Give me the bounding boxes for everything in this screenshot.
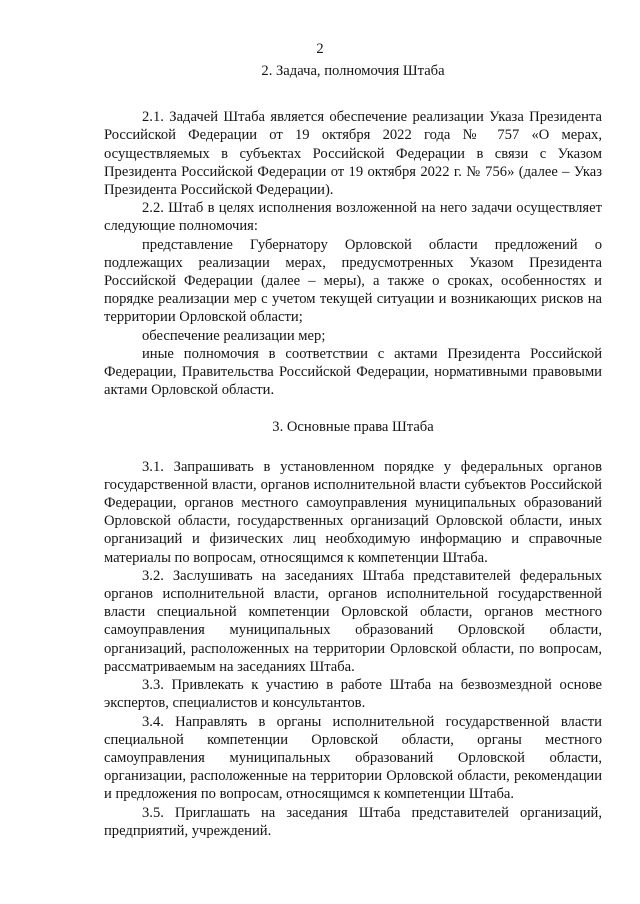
powers-item-2: обеспечение реализации мер; <box>142 327 326 344</box>
paragraph-3-3: 3.3. Привлекать к участию в работе Штаба на безвозмездной основе экспертов, специалистов и консультантов. <box>104 677 602 712</box>
paragraph-3-5: 3.5. Приглашать на заседания Штаба представителей организаций, предприятий, учреждений. <box>104 804 602 839</box>
paragraph-2-1: 2.1. Задачей Штаба является обеспечение реализации Указа Президента Российской Федерации от 19 октября 2022 года № 757 «О мерах, осуществляемых в субъектах Российской Федерации в связи с Указом Президента Российской Федерации от 19 октября 2022 г. № 756» (далее – Указ Президента Российской Федерации). <box>104 109 602 199</box>
spacer <box>104 437 602 458</box>
spacer <box>104 399 602 418</box>
paragraph-2-2: 2.2. Штаб в целях исполнения возложенной на него задачи осуществляет следующие полномочия: <box>104 200 602 235</box>
paragraph-3-2: 3.2. Заслушивать на заседаниях Штаба представителей федеральных органов исполнительной власти, органов исполнительной государственной власти специальной компетенции Орловской области, органов местного самоуправления муниципальных образований Орловской области, организаций, расположенных на территории Орловской области, по вопросам, рассматриваемым на заседаниях Штаба. <box>104 567 602 675</box>
spacer <box>104 80 602 108</box>
paragraph-3-4: 3.4. Направлять в органы исполнительной государственной власти специальной компетенции Орловской области, органы местного самоуправления муниципальных образований Орловской области, организации, расположенные на территории Орловской области, рекомендации и предложения по вопросам, относящимся к компетенции Штаба. <box>104 713 602 803</box>
powers-item-3: иные полномочия в соответствии с актами Президента Российской Федерации, Правительства Российской Федерации, нормативными правовыми актами Орловской области. <box>104 345 602 399</box>
paragraph-3-1: 3.1. Запрашивать в установленном порядке у федеральных органов государственной власти, органов исполнительной власти субъектов Российской Федерации, органов местного самоуправления муниципальных образований Орловской области, государственных организаций Орловской области, иных организаций и физических лиц необходимую информацию и справочные материалы по вопросам, относящимся к компетенции Штаба. <box>104 458 602 566</box>
powers-item-1: представление Губернатору Орловской области предложений о подлежащих реализации мерах, предусмотренных Указом Президента Российской Федерации (далее – меры), а также о сроках, особенностях и порядке реализации мер с учетом текущей ситуации и возникающих рисков на территории Орловской области; <box>104 236 602 326</box>
section-3-title: 3. Основные права Штаба <box>272 419 434 436</box>
document-body <box>104 62 602 840</box>
section-2-title: 2. Задача, полномочия Штаба <box>261 63 445 79</box>
page-number: 2 <box>316 41 324 57</box>
